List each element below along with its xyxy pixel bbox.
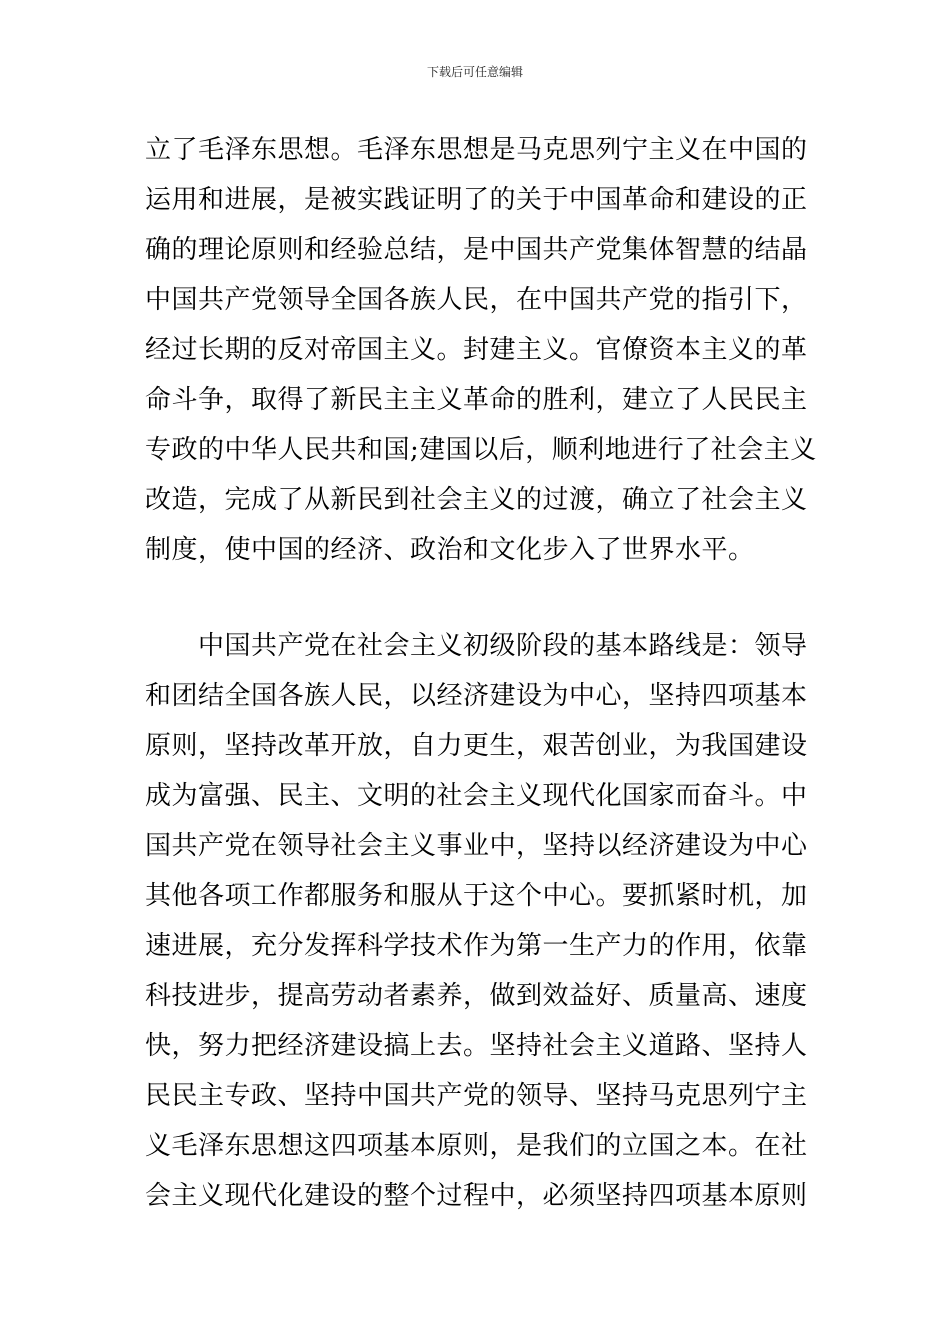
text-line: 成为富强、民主、文明的社会主义现代化国家而奋斗。中	[145, 781, 808, 811]
text-line: 和团结全国各族人民，以经济建设为中心，坚持四项基本	[145, 681, 808, 711]
text-line: 中国共产党在社会主义初级阶段的基本路线是：领导	[145, 631, 808, 661]
text-line: 民民主专政、坚持中国共产党的领导、坚持马克思列宁主	[145, 1081, 808, 1111]
paragraph-2	[145, 621, 808, 1221]
text-line: 专政的中华人民共和国;建国以后，顺利地进行了社会主义	[145, 435, 817, 465]
text-line: 会主义现代化建设的整个过程中，必须坚持四项基本原则	[145, 1181, 808, 1211]
text-line: 其他各项工作都服务和服从于这个中心。要抓紧时机，加	[145, 881, 808, 911]
text-line: 制度，使中国的经济、政治和文化步入了世界水平。	[145, 535, 755, 565]
text-line: 义毛泽东思想这四项基本原则，是我们的立国之本。在社	[145, 1131, 808, 1161]
text-line: 原则，坚持改革开放，自力更生，艰苦创业，为我国建设	[145, 731, 808, 761]
paragraph-1	[145, 125, 817, 575]
text-line: 立了毛泽东思想。毛泽东思想是马克思列宁主义在中国的	[145, 135, 808, 165]
page-header: 下载后可任意编辑	[426, 65, 523, 79]
text-line: 快，努力把经济建设搞上去。坚持社会主义道路、坚持人	[145, 1031, 808, 1061]
text-line: 中国共产党领导全国各族人民，在中国共产党的指引下，	[145, 285, 808, 315]
text-line: 速进展，充分发挥科学技术作为第一生产力的作用，依靠	[145, 931, 808, 961]
text-line: 国共产党在领导社会主义事业中，坚持以经济建设为中心	[145, 831, 808, 861]
text-line: 运用和进展，是被实践证明了的关于中国革命和建设的正	[145, 185, 808, 215]
text-line: 科技进步，提高劳动者素养，做到效益好、质量高、速度	[145, 981, 808, 1011]
text-line: 命斗争，取得了新民主主义革命的胜利，建立了人民民主	[145, 385, 808, 415]
text-line: 经过长期的反对帝国主义。封建主义。官僚资本主义的革	[145, 335, 808, 365]
text-line: 确的理论原则和经验总结，是中国共产党集体智慧的结晶	[145, 235, 808, 265]
text-line: 改造，完成了从新民到社会主义的过渡，确立了社会主义	[145, 485, 808, 515]
